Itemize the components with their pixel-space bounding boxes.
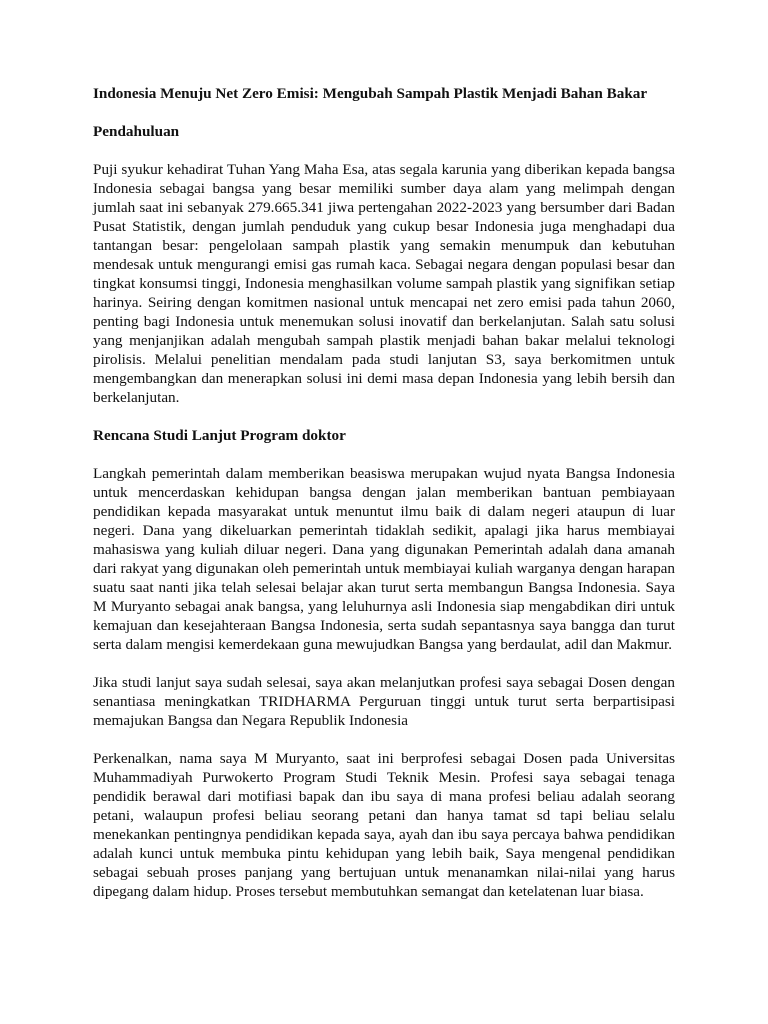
document-page: [93, 84, 675, 920]
paragraph-perkenalan: Perkenalkan, nama saya M Muryanto, saat ini berprofesi sebagai Dosen pada Universitas Muhammadiyah Purwokerto Program Studi Teknik Mesin. Profesi saya sebagai tenaga pendidik berawal dari motifiasi bapak dan ibu saya di mana profesi beliau adalah seorang petani, walaupun profesi beliau seorang petani dan hanya tamat sd tapi beliau selalu menekankan pentingnya pendidikan kepada saya, ayah dan ibu saya percaya bahwa pendidikan adalah kunci untuk membuka pintu kehidupan yang lebih baik, Saya mengenal pendidikan sebagai sebuah proses panjang yang bertujuan untuk menanamkan nilai-nilai yang harus dipegang dalam hidup. Proses tersebut membutuhkan semangat dan ketelatenan luar biasa.: [93, 750, 675, 900]
paragraph-beasiswa: Langkah pemerintah dalam memberikan beasiswa merupakan wujud nyata Bangsa Indonesia untuk mencerdaskan kehidupan bangsa dengan jalan memberikan bantuan pembiayaan pendidikan kepada masyarakat untuk menuntut ilmu baik di dalam negeri ataupun di luar negeri. Dana yang dikeluarkan pemerintah tidaklah sedikit, apalagi jika harus membiayai mahasiswa yang kuliah diluar negeri. Dana yang digunakan Pemerintah adalah dana amanah dari rakyat yang digunakan oleh pemerintah untuk membiayai kuliah warganya dengan harapan suatu saat nanti jika telah selesai belajar akan turut serta membangun Bangsa Indonesia. Saya M Muryanto sebagai anak bangsa, yang leluhurnya asli Indonesia siap mengabdikan diri untuk kemajuan dan kesejahteraan Bangsa Indonesia, serta sudah sepantasnya saya bangga dan turut serta dalam mengisi kemerdekaan guna mewujudkan Bangsa yang berdaulat, adil dan Makmur.: [93, 465, 675, 653]
paragraph-pendahuluan: Puji syukur kehadirat Tuhan Yang Maha Esa, atas segala karunia yang diberikan kepada bangsa Indonesia sebagai bangsa yang besar memiliki sumber daya alam yang melimpah dengan jumlah saat ini sebanyak 279.665.341 jiwa pertengahan 2022-2023 yang bersumber dari Badan Pusat Statistik, dengan jumlah penduduk yang cukup besar Indonesia juga menghadapi dua tantangan besar: pengelolaan sampah plastik yang semakin menumpuk dan kebutuhan mendesak untuk mengurangi emisi gas rumah kaca. Sebagai negara dengan populasi besar dan tingkat konsumsi tinggi, Indonesia menghasilkan volume sampah plastik yang signifikan setiap harinya. Seiring dengan komitmen nasional untuk mencapai net zero emisi pada tahun 2060, penting bagi Indonesia untuk menemukan solusi inovatif dan berkelanjutan. Salah satu solusi yang menjanjikan adalah mengubah sampah plastik menjadi bahan bakar melalui teknologi pirolisis. Melalui penelitian mendalam pada studi lanjutan S3, saya berkomitmen untuk mengembangkan dan menerapkan solusi ini demi masa depan Indonesia yang lebih bersih dan berkelanjutan.: [93, 161, 675, 406]
document-title: Indonesia Menuju Net Zero Emisi: Mengubah Sampah Plastik Menjadi Bahan Bakar: [93, 85, 648, 102]
paragraph-studi-lanjut: Jika studi lanjut saya sudah selesai, saya akan melanjutkan profesi saya sebagai Dosen dengan senantiasa meningkatkan TRIDHARMA Perguruan tinggi untuk turut serta berpartisipasi memajukan Bangsa dan Negara Republik Indonesia: [93, 674, 675, 729]
section-heading-rencana-studi: Rencana Studi Lanjut Program doktor: [93, 427, 346, 444]
section-heading-pendahuluan: Pendahuluan: [93, 123, 180, 140]
